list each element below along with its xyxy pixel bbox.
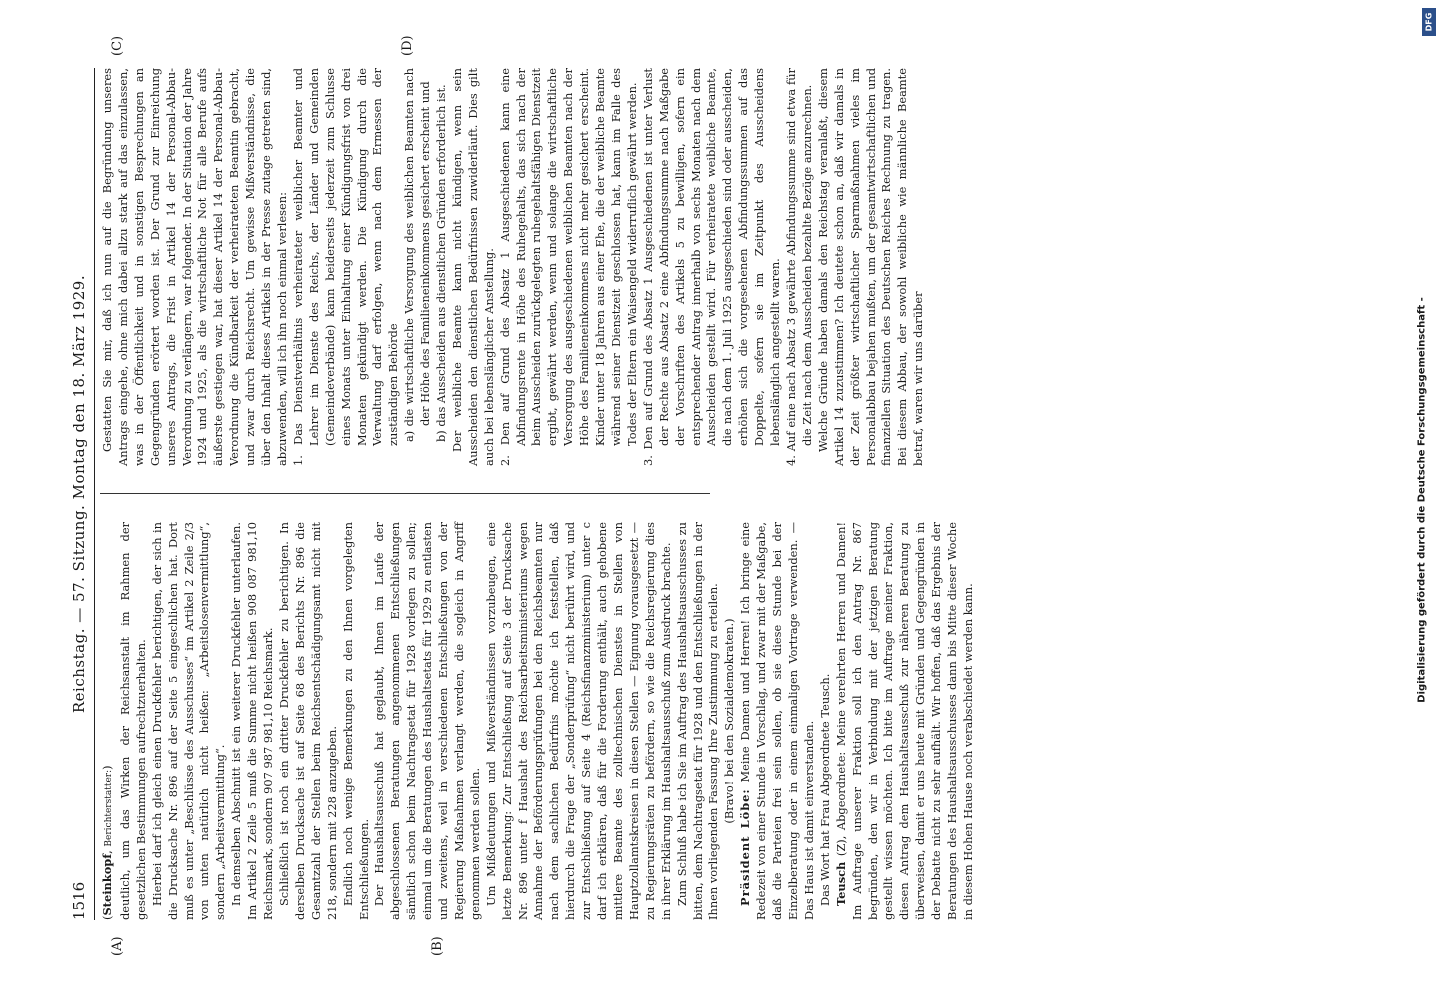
paragraph: Gestatten Sie mir, daß ich nun auf die Begründung unseres Antrags eingehe, ohne mich dabei allzu stark auf das einzulassen, was in der Öffentlichkeit und in sonstigen Besprechungen an Gegengründen erörtert worden ist. Der Grund zur Einreichung unseres Antrags, die Frist in Artikel 14 der Personal-Abbau-Verordnung zu verlängern, war folgender. In der Situation der Jahre 1924 und 1925, als die wirtschaftliche Not für alle Berufe aufs äußerste gestiegen war, hat dieser Artikel 14 der Personal-Abbau-Verordnung die Kündbarkeit der verheirateten Beamtin gebracht, und zwar durch Reichsrecht. Um gewisse Mißverständnisse, die über den Inhalt dieses Artikels in der Presse zutage getreten sind, abzuwenden, will ich ihn noch einmal verlesen: [100,68,289,466]
page-header [70,68,92,920]
margin-marker-d: (D) [400,35,415,56]
margin-marker-a: (A) [110,936,125,956]
paragraph: Schließlich ist noch ein dritter Druckfehler zu berichtigen. In derselben Drucksache ist auf Seite 68 des Berichts Nr. 896 die Gesamtzahl der Stellen beim Reichsentschädigungsamt nicht mit 218, sondern mit 228 anzugeben. [276,522,339,920]
paragraph: Um Mißdeutungen und Mißverständnissen vorzubeugen, eine letzte Bemerkung: Zur Entschließung auf Seite 3 der Drucksache Nr. 896 unter f Haushalt des Reichsarbeitsministeriums wegen Annahme der Beförderungsprüfungen bei den Reichsbeamten nur nach dem sachlichen Bedürfnis möchte ich feststellen, daß hierdurch die Frage der „Sonderprüfung“ nicht berührt wird, und zur Entschließung auf Seite 4 (Reichsfinanzministerium) unter c darf ich erklären, daß für die Forderung enthält, auch gehobene mittlere Beamte des zolltechnischen Dienstes in Stellen von Hauptzollamtskreisen in diesen Stellen — Eignung vorausgesetzt — zu Regierungsräten zu befördern, so wie die Reichsregierung dies in ihrer Erklärung im Haushaltsausschuß zum Ausdruck brachte. [483,522,673,920]
speaker-role: (Z), Abgeordnete: [833,751,848,857]
paragraph: deutlich, um das Wirken der Reichsanstalt im Rahmen der gesetzlichen Bestimmungen aufrechtzuerhalten. [117,522,148,920]
paragraph: Welche Gründe haben damals den Reichstag veranlaßt, diesem Artikel 14 zuzustimmen? Ich deutete schon an, daß wir damals in der Zeit größter wirtschaftlicher Sparmaßnahmen vieles im Personalabbau bejahen mußten, um der gesamtwirtschaftlichen und finanziellen Situation des Deutschen Reiches Rechnung zu tragen. Bei diesem Abbau, der sowohl weibliche wie männliche Beamte betraf, waren wir uns darüber [815,68,926,466]
paragraph: Das Wort hat Frau Abgeordnete Teusch. [817,673,832,906]
sub-item: b) das Ausscheiden aus dienstlichen Gründen erforderlich ist. [434,84,449,442]
paragraph: Der weibliche Beamte kann nicht kündigen, wenn sein Ausscheiden den dienstlichen Bedürfnissen zuwiderläuft. Dies gilt auch bei lebenslänglicher Anstellung. [449,68,496,466]
column-divider [100,493,710,494]
paragraph: Hierbei darf ich gleich einen Druckfehler berichtigen, der sich in die Drucksache Nr. 896 auf der Seite 5 eingeschlichen hat. Dort muß es unter „Beschlüsse des Ausschusses“ im Artikel 2 Zeile 2/3 von unten natürlich nicht heißen: „Arbeitslosenvermittlung“, sondern „Arbeitsvermittlung“. [149,522,228,920]
paragraph: Zum Schluß habe ich Sie im Auftrag des Haushaltsausschusses zu bitten, dem Nachtragsetat für 1928 und den Entschließungen in der Ihnen vorliegenden Fassung Ihre Zustimmung zu erteilen. [674,522,721,920]
speaker-name: Präsident Löbe: [738,788,753,906]
paragraph [834,522,977,920]
applause-note: (Bravo! bei den Sozialdemokraten.) [722,618,737,824]
list-item: 1. Das Dienstverhältnis verheirateter weiblicher Beamter und Lehrer im Dienste des Reichs, der Länder und Gemeinden (Gemeindeverbände) kann beiderseits jederzeit zum Schlusse eines Monats unter Einhaltung einer Kündigungsfrist von drei Monaten gekündigt werden. Die Kündigung durch die Verwaltung darf erfolgen, wenn nach dem Ermessen der zuständigen Behörde [290,68,401,466]
list-item: 3. Den auf Grund des Absatz 1 Ausgeschiedenen ist unter Verlust der Rechte aus Absatz 2 eine Abfindungssumme nach Maßgabe der Vorschriften des Artikels 5 zu bewilligen, sofern ein entsprechender Antrag innerhalb von sechs Monaten nach dem Ausscheiden gestellt wird. Für verheiratete weibliche Beamte, die nach dem 1. Juli 1925 ausgeschieden sind oder ausscheiden, erhöhen sich die vorgesehenen Abfindungssummen auf das Doppelte, sofern sie im Zeitpunkt des Ausscheidens lebenslänglich angestellt waren. [640,68,783,466]
speaker-line: (Steinkopf, Berichterstatter:) [100,765,114,920]
left-column [100,521,975,920]
list-item: 4. Auf eine nach Absatz 3 gewährte Abfindungssumme sind etwa für die Zeit nach dem Ausscheiden bezahlte Bezüge anzurechnen. [783,68,814,466]
paragraph: Der Haushaltsausschuß hat geglaubt, Ihnen im Laufe der abgeschlossenen Beratungen angenommenen Entschließungen sämtlich schon beim Nachtragsetat für 1928 vorlegen zu sollen; einmal um die Beratungen des Haushaltsetats für 1929 zu entlasten und zweitens, weil in verschiedenen Entschließungen von der Regierung Maßnahmen verlangt werden, die sogleich in Angriff genommen werden sollen. [372,522,482,920]
digitization-credit: Digitalisierung gefördert durch die Deutsche Forschungsgemeinschaft - [1416,297,1428,703]
paragraph: In demselben Abschnitt ist ein weiterer Druckfehler unterlaufen. Im Artikel 2 Zeile 5 muß die Summe nicht heißen 908 087 981,10 Reichsmark, sondern 907 987 981,10 Reichsmark. [229,522,276,920]
speaker-name: Steinkopf [100,853,114,916]
speech-text: Meine verehrten Herren und Damen! Im Auftrage unserer Fraktion soll ich den Antrag Nr. 867 begründen, den wir in Verbindung mit der jetzigen Beratung gestellt wissen möchten. Ich bitte im Auftrage meiner Fraktion, diesen Antrag dem Haushaltsausschuß zur näheren Beratung zu überweisen, damit er uns heute mit Gründen und Gegengründen in der Debatte nicht zu sehr aufhält. Wir hoffen, daß das Ergebnis der Beratungen des Haushaltsausschusses dann bis Mitte dieser Woche in diesem Hohen Hause noch verabschiedet werden kann. [833,521,975,920]
running-title: Reichstag. — 57. Sitzung. Montag den 18. März 1929. [70,274,88,714]
paragraph: Endlich noch wenige Bemerkungen zu den Ihnen vorgelegten Entschließungen. [340,522,371,920]
speaker-name: Teusch [833,861,848,906]
margin-marker-c: (C) [110,35,125,56]
dfg-logo-text: DFG [1424,12,1434,32]
paragraph [738,522,818,920]
speech-text: Meine Damen und Herren! Ich bringe eine Redezeit von einer Stunde in Vorschlag, und zwar mit der Maßgabe, daß die Parteien frei sein sollen, ob sie diese Stunde bei der Einzelberatung oder in einem einmaligen Vortrage verwenden. — Das Haus ist damit einverstanden. [738,522,816,920]
list-item: 2. Den auf Grund des Absatz 1 Ausgeschiedenen kann eine Abfindungsrente in Höhe des Ruhegehalts, das sich nach der beim Ausscheiden zurückgelegten ruhegehaltsfähigen Dienstzeit ergibt, gewährt werden, wenn und solange die wirtschaftliche Versorgung des ausgeschiedenen weiblichen Beamten nach der Höhe des Familieneinkommens nicht mehr gesichert erscheint. Kinder unter 18 Jahren aus einer Ehe, die der weibliche Beamte während seiner Dienstzeit geschlossen hat, kann im Falle des Todes der Eltern ein Waisengeld widerruflich gewährt werden. [497,68,639,466]
sub-item: a) die wirtschaftliche Versorgung des weiblichen Beamten nach der Höhe des Familieneinkommens gesichert erscheint und [402,68,433,442]
dfg-logo [1422,8,1436,36]
header-rule [94,68,95,920]
margin-marker-b: (B) [430,936,445,956]
speaker-role: Berichterstatter: [104,769,114,847]
right-column [100,68,926,466]
page-number: 1516 [70,881,88,920]
